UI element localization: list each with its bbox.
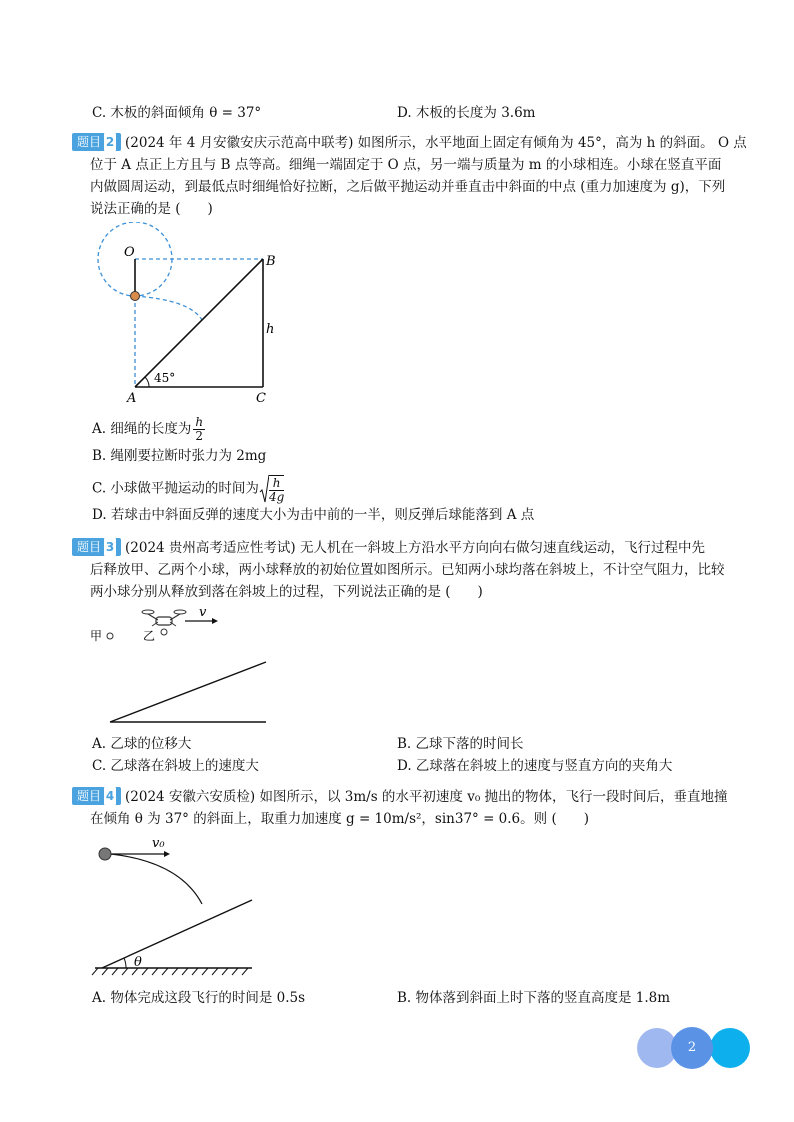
- q2-option-c-sqrt: $\frac{h}{4g}$: [259, 474, 284, 504]
- q3-option-d: D. 乙球落在斜坡上的速度与竖直方向的夹角大: [397, 758, 673, 774]
- q3-label-jia: 甲: [90, 629, 103, 643]
- q2-tag: 题目 2: [72, 133, 121, 151]
- q2-label-o: O: [124, 245, 135, 260]
- q4-label-v0: v₀: [152, 836, 165, 851]
- q3-figure: [88, 604, 278, 726]
- q2-trajectory: [135, 296, 202, 320]
- q4-label-theta: θ: [134, 955, 142, 970]
- q2-option-c: C. 小球做平抛运动的时间为 $\frac{h}{4g}$: [92, 475, 285, 504]
- q4-trajectory: [111, 854, 202, 904]
- q3-line-1: 题目 3 (2024 贵州高考适应性考试) 无人机在一斜坡上方沿水平方向向右做匀速直线运动，飞行过程中先: [72, 538, 705, 558]
- q3-option-a: A. 乙球的位移大: [92, 736, 192, 752]
- q3-label-v: v: [199, 605, 207, 620]
- q4-option-a: A. 物体完成这段飞行的时间是 0.5s: [92, 990, 306, 1006]
- page-number: 2: [671, 1027, 713, 1069]
- q4-ball: [99, 848, 111, 860]
- q4-incline: [102, 900, 252, 968]
- q2-label-c: C: [256, 391, 266, 406]
- q2-label-angle: 45°: [154, 371, 176, 385]
- drone-icon: [142, 610, 186, 626]
- q3-slope: [110, 662, 266, 722]
- q2-line-2: 位于 A 点正上方且与 B 点等高。细绳一端固定于 O 点，另一端与质量为 m 的小球相连。小球在竖直平面: [90, 157, 722, 173]
- q2-option-a: A. 细绳的长度为 $\frac{h}{2}$: [92, 415, 204, 443]
- q4-tag: 题目 4: [72, 787, 121, 805]
- q4-angle-arc: [124, 958, 126, 968]
- q2-figure: [90, 222, 290, 407]
- q2-label-h: h: [266, 322, 275, 337]
- q2-label-a: A: [127, 391, 137, 406]
- q4-line-2: 在倾角 θ 为 37° 的斜面上，取重力加速度 g = 10m/s²，sin37° = 0.6。则 ( ): [90, 811, 589, 827]
- page-badge-right-circle: [710, 1028, 750, 1068]
- q4-arrowhead: [164, 851, 170, 857]
- q3-line-2: 后释放甲、乙两个小球，两小球释放的初始位置如图所示。已知两小球均落在斜坡上，不计空气阻力，比较: [90, 562, 725, 578]
- q3-ball-jia: [107, 633, 113, 639]
- q2-line-1: 题目 2 (2024 年 4 月安徽安庆示范高中联考) 如图所示，水平地面上固定有倾角为 45°，高为 h 的斜面。 O 点: [72, 133, 747, 153]
- q2-angle-arc: [145, 377, 149, 387]
- q2-option-b: B. 绳刚要拉断时张力为 2mg: [92, 448, 267, 464]
- q2-ball: [131, 292, 140, 301]
- q4-figure: [90, 832, 260, 982]
- q2-label-b: B: [266, 254, 276, 269]
- q3-option-c: C. 乙球落在斜坡上的速度大: [92, 758, 259, 774]
- q2-incline: [135, 259, 263, 387]
- q3-ball-yi: [161, 629, 167, 635]
- q2-option-d: D. 若球击中斜面反弹的速度大小为击中前的一半，则反弹后球能落到 A 点: [92, 507, 535, 523]
- q3-arrowhead: [212, 618, 218, 624]
- q2-line-3: 内做圆周运动，到最低点时细绳恰好拉断，之后做平抛运动并垂直击中斜面的中点 (重力加速度为 g)，下列: [90, 179, 726, 195]
- q4-option-b: B. 物体落到斜面上时下落的竖直高度是 1.8m: [397, 990, 671, 1006]
- q3-option-b: B. 乙球下落的时间长: [397, 736, 524, 752]
- q4-line-1: 题目 4 (2024 安徽六安质检) 如图所示，以 3m/s 的水平初速度 v₀ 抛出的物体，飞行一段时间后，垂直地撞: [72, 787, 728, 807]
- q3-label-yi: 乙: [143, 629, 156, 643]
- q4-ground-hatch: [92, 968, 248, 975]
- prev-option-d: D. 木板的长度为 3.6m: [397, 105, 536, 121]
- q2-option-a-fraction: $\frac{h}{2}$: [195, 415, 204, 443]
- q3-tag: 题目 3: [72, 538, 121, 556]
- prev-option-c: C. 木板的斜面倾角 θ = 37°: [92, 105, 262, 121]
- q3-line-3: 两小球分别从释放到落在斜坡上的过程，下列说法正确的是 ( ): [90, 584, 483, 600]
- q2-line-4: 说法正确的是 ( ): [90, 201, 213, 217]
